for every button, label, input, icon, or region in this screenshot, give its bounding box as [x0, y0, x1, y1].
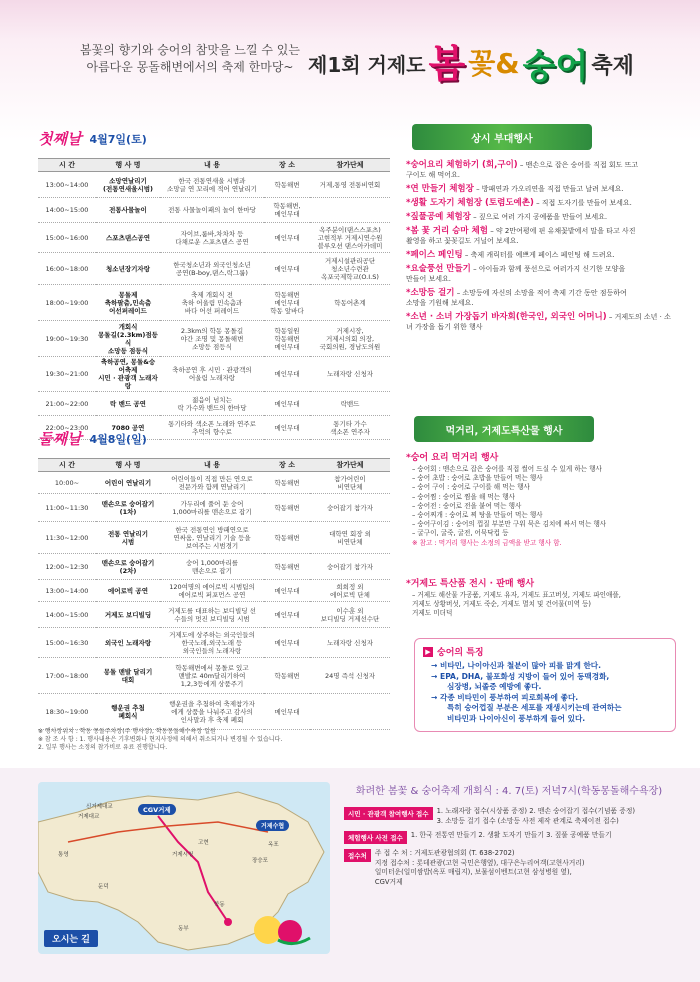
table-row — [38, 694, 390, 730]
event-title: *소망등 걸기 — [406, 288, 455, 298]
table-cell: 15:00~16:00 — [38, 223, 96, 253]
table-cell — [310, 198, 390, 223]
event-desc: – 방패연과 가오리연을 직접 만들고 날려 보세요. — [473, 185, 624, 193]
table-cell: 노래자랑 신청자 — [310, 628, 390, 658]
table-row — [38, 172, 390, 198]
event-item — [406, 288, 676, 308]
info-tag-reception: 접수처 — [344, 849, 371, 862]
event-title: *봄 꽃 거리 승마 체험 — [406, 226, 488, 236]
specialty-items — [406, 591, 676, 619]
table-cell: 어린이들이 직접 만든 연으로 전문가와 함께 연날리기 — [160, 472, 264, 494]
table-cell: 거제시설관리공단 청소년수련관 옥포국제학교(O.I.S) — [310, 253, 390, 285]
table-cell: 전통사물놀이 — [96, 198, 160, 223]
map-label-9: 옥포 — [268, 842, 279, 848]
table-row — [38, 602, 390, 628]
table-cell: 숭어잡기 참가자 — [310, 554, 390, 580]
table-cell: 학동해변 — [264, 554, 310, 580]
table-cell: 몽돌 맨발 달리기 대회 — [96, 658, 160, 694]
table-cell: 축제 개회식 전 축하 어울림 민속춤과 바다 어선 퍼레이드 — [160, 285, 264, 321]
specialty-section — [406, 576, 676, 619]
list-item: – 숭어찌개 : 숭어로 찌 탕을 만들어 먹는 행사 — [412, 511, 543, 520]
food-title: *숭어 요리 먹거리 행사 — [406, 453, 499, 463]
info-row-experience — [344, 831, 674, 844]
table-cell: 학동해변 — [264, 658, 310, 694]
title-part-spring: 봄 — [428, 42, 466, 86]
tagline-line-2: 아름다운 몽돌해변에서의 축제 한마당~ — [86, 60, 294, 74]
feature-line: 비타민과 나이아신이 풍부하게 들어 있다. — [447, 713, 586, 723]
map-label-5: 거제시청 — [172, 852, 194, 858]
day1-schedule-table — [38, 158, 390, 440]
event-desc: – 약 2만여평에 핀 유채꽃밭에서 말을 타고 사진 촬영을 하고 꽃꽂길도 거닐어 보세요. — [406, 227, 636, 245]
info-row-reception — [344, 849, 674, 887]
table-cell: 통기타 가수 색소폰 연주자 — [310, 416, 390, 440]
schedule-notes: ※ 행사장위치 : 학동 몽돌주차장(주 행사장), 학동몽돌해수욕장 일원 ※ 참 조 사 항 : 1. 행사내용은 기후변화나 현지사정에 의해서 취소되거나 변경될 수 있습니다. 2. 일부 행사는 소정의 참가비로 유료 진행합니다. — [38, 728, 283, 751]
info-tag-experience: 체험행사 사전 접수 — [344, 831, 407, 844]
event-desc: – 짚으로 여러 가지 공예품을 만들어 보세요. — [470, 213, 608, 221]
day1-col-header: 행 사 명 — [96, 159, 160, 172]
list-item: – 숭어회 : 맨손으로 잡은 숭어를 직접 썰어 드실 수 있게 하는 행사 — [412, 465, 602, 473]
table-row — [38, 392, 390, 416]
festival-logo-graphic — [248, 910, 318, 950]
table-cell: 축하공연 후 시민 · 관광객의 어울림 노래자랑 — [160, 357, 264, 392]
title-part-prefix: 제1회 거제도 — [308, 53, 426, 77]
table-cell: 참가어린이 비연단체 — [310, 472, 390, 494]
event-desc: – 맨손으로 잡은 숭어를 직접 회도 뜨고 구이도 해 먹어요. — [406, 161, 639, 179]
specialty-title: *거제도 특산품 전시 · 판매 행사 — [406, 579, 535, 589]
table-cell: 120여명의 에어로빅 시범팀의 에어로빅 퍼포먼스 공연 — [160, 580, 264, 602]
day1-col-header: 장 소 — [264, 159, 310, 172]
table-row — [38, 357, 390, 392]
table-cell: 락 밴드 공연 — [96, 392, 160, 416]
table-cell: 18:00~19:00 — [38, 285, 96, 321]
event-title: *짚풀공예 체험장 — [406, 212, 471, 222]
table-cell: 10:00~ — [38, 472, 96, 494]
day2-date: 4월8일(일) — [89, 432, 147, 446]
table-cell — [310, 694, 390, 730]
table-cell: 메인무대 — [264, 357, 310, 392]
list-item: – 숭어 구이 : 숭어로 구이를 해 먹는 행사 — [412, 483, 530, 492]
table-cell: 15:00~16:30 — [38, 628, 96, 658]
info-text-reception: 주 접 수 처 : 거제도관광협의회 (T. 638-2702) 지정 접수처 : 롯데관광(고현 국민은행옆), 대구은누리여객(고현사거리) 일미터운(일미쌈밥(옥포 매립지), 보물섬이벤트(고현 삼성병원 옆), CGV거제 — [374, 849, 585, 886]
table-cell: 학동해변 — [264, 494, 310, 522]
title-part-mullet: 숭어 — [522, 47, 589, 87]
table-row — [38, 628, 390, 658]
table-cell: 이수훈 외 보디빌딩 거제선수단 — [310, 602, 390, 628]
table-cell: 학동해변 — [264, 522, 310, 554]
table-cell: 7080 공연 — [96, 416, 160, 440]
tagline — [60, 42, 320, 76]
events-ribbon: 상시 부대행사 — [412, 124, 592, 150]
table-cell: 메인무대 — [264, 253, 310, 285]
event-title: *소년 · 소녀 가장돕기 바자회(한국인, 외국인 어머니) — [406, 312, 607, 322]
table-row — [38, 321, 390, 357]
event-desc: – 거제도의 소년 · 소녀 가장을 돕기 위한 행사 — [406, 313, 671, 331]
feature-lines — [423, 661, 667, 724]
table-cell: 11:30~12:00 — [38, 522, 96, 554]
table-cell: 행운권을 추첨하여 축제참가자 에게 상품을 나눠주고 감사의 인사말과 후 축제 폐회 — [160, 694, 264, 730]
table-cell: 전통 연날리기 시범 — [96, 522, 160, 554]
events-list — [406, 160, 676, 336]
table-row — [38, 580, 390, 602]
festival-title — [308, 28, 634, 88]
event-item — [406, 160, 676, 180]
directions-map — [38, 782, 330, 954]
day1-date: 4월7일(토) — [89, 132, 147, 146]
food-warning: ※ 참고 : 먹거리 행사는 소정의 금액을 받고 행사 함. — [412, 538, 562, 547]
list-item: 거제도 상황버섯, 거제도 죽순, 거제도 멸치 및 건어물(미역 등) — [412, 600, 591, 609]
event-item — [406, 212, 676, 222]
table-cell: 락밴드 — [310, 392, 390, 416]
info-tag-participation: 시민 · 관광객 참여행사 접수 — [344, 807, 433, 820]
table-cell: 한국 전통연인 방패연으로 연싸움, 연날리기 기술 등을 보여주는 시범경기 — [160, 522, 264, 554]
title-part-festival: 축제 — [591, 54, 634, 79]
map-label-8: 동부 — [178, 926, 189, 932]
table-cell: 학동일원 학동해변 메인무대 — [264, 321, 310, 357]
feature-line: → EPA, DHA, 불포화성 지방이 들어 있어 동맥경화, — [431, 671, 610, 681]
event-item — [406, 184, 676, 194]
table-cell: 학동해변 — [264, 472, 310, 494]
event-title: *요술풍선 만들기 — [406, 264, 471, 274]
event-desc: – 소망등에 자신의 소망을 적어 축제 기간 동안 점등하여 소망을 기원해 보세요. — [406, 289, 627, 307]
table-cell: 스포츠댄스공연 — [96, 223, 160, 253]
day2-col-header: 장 소 — [264, 459, 310, 472]
table-cell: 옥주분이(댄스스포츠) 고현적부 거제시연수원 블루오션 댄스아카데미 — [310, 223, 390, 253]
feature-title-row — [423, 645, 667, 658]
table-cell: 13:00~14:00 — [38, 580, 96, 602]
table-row — [38, 198, 390, 223]
table-cell: 행운권 추첨 폐회식 — [96, 694, 160, 730]
table-cell: 14:00~15:00 — [38, 602, 96, 628]
food-section — [406, 450, 676, 548]
map-label-2: 통영 — [58, 852, 69, 858]
info-row-participation — [344, 807, 674, 826]
event-title: *페이스 페인팅 — [406, 250, 463, 260]
list-item: – 거제도 해산물 가공품, 거제도 유자, 거제도 표고버섯, 거제도 파인애플, — [412, 591, 621, 599]
list-item: – 숭어구이김 : 숭어의 껍질 부분만 구워 묵은 김치에 싸서 먹는 행사 — [412, 520, 607, 529]
table-cell: 12:00~12:30 — [38, 554, 96, 580]
table-cell: 학동해변, 메인무대 — [264, 198, 310, 223]
day2-col-header: 참가단체 — [310, 459, 390, 472]
table-cell: 학동어촌계 — [310, 285, 390, 321]
table-cell: 거제시장, 거제시의회 의장, 국회의원, 경남도의원 — [310, 321, 390, 357]
list-item: – 숭어 초밥 : 숭어로 초밥을 만들어 먹는 행사 — [412, 474, 543, 483]
map-label-3: 둔덕 — [98, 884, 109, 890]
event-title: *숭어요리 체험하기 (회,구이) — [406, 160, 518, 170]
map-cgv-badge: CGV거제 — [138, 804, 176, 815]
feature-line: 심장병, 뇌졸증 예방에 좋다. — [447, 682, 542, 691]
opening-headline: 화려한 봄꽃 & 숭어축제 개회식 : 4. 7(토) 저녁7시(학동몽돌해수욕장) — [355, 786, 663, 797]
table-cell: 14:00~15:00 — [38, 198, 96, 223]
map-label-1: 거제대교 — [78, 814, 100, 820]
day1-header-row — [38, 159, 390, 172]
day1-body — [38, 172, 390, 440]
feature-line: → 비타민, 나이아신과 철분이 많아 피를 맑게 한다. — [431, 661, 602, 670]
day2-header — [38, 428, 147, 449]
event-desc: – 아이들과 함께 풍선으로 여러가지 신기한 모양을 만들어 보세요. — [406, 265, 626, 283]
table-cell: 대학연 회장 외 비연단체 — [310, 522, 390, 554]
table-row — [38, 494, 390, 522]
table-cell: 거제,통영 전통비연회 — [310, 172, 390, 198]
day2-col-header: 시 간 — [38, 459, 96, 472]
day1-col-header: 내 용 — [160, 159, 264, 172]
day1-header — [38, 128, 147, 149]
map-label-0: 신거제대교 — [86, 804, 113, 810]
table-cell: 거제도에 상주하는 외국인들의 한국노래,외국노래 등 외국인들의 노래자랑 — [160, 628, 264, 658]
map-suhyup-badge: 거제수협 — [256, 820, 289, 831]
table-cell: 몽돌제 축하팔춤,민속춤 어선퍼레이드 — [96, 285, 160, 321]
directions-label: 오시는 길 — [44, 930, 98, 947]
feature-line: 특히 숭어껍질 부분은 세포를 재생시키는데 관여하는 — [447, 703, 622, 712]
table-cell: 메인무대 — [264, 416, 310, 440]
table-cell: 19:00~19:30 — [38, 321, 96, 357]
feature-line: → 각종 비타민이 풍부하여 피로회복에 좋다. — [431, 692, 579, 702]
table-cell: 맨손으로 숭어잡기 (2차) — [96, 554, 160, 580]
table-cell: 한국 전통연새울 시범과 소망글 연 꼬리에 적어 연날리기 — [160, 172, 264, 198]
table-cell: 18:30~19:00 — [38, 694, 96, 730]
table-row — [38, 522, 390, 554]
event-item — [406, 198, 676, 208]
day2-body — [38, 472, 390, 730]
day2-col-header: 내 용 — [160, 459, 264, 472]
table-cell: 청소년장기자랑 — [96, 253, 160, 285]
day1-name: 첫째날 — [38, 130, 82, 148]
info-text-participation: 1. 노래자랑 접수(시상품 증정) 2. 맨손 숭어잡기 접수(기념품 증정) 3. 소망등 걸기 접수 (소망등 사전 제작 관계로 축제이전 접수) — [436, 807, 636, 825]
day2-name: 둘째날 — [38, 430, 82, 448]
table-cell: 희희정 외 에어로빅 단체 — [310, 580, 390, 602]
day2-header-row — [38, 459, 390, 472]
table-row — [38, 658, 390, 694]
table-cell: 메인무대 — [264, 223, 310, 253]
table-cell: 19:30~21:00 — [38, 357, 96, 392]
table-cell: 학동해변에서 몽돌로 있고 맨발로 40m달리기하여 1,2,3등에게 상품주기 — [160, 658, 264, 694]
table-row — [38, 223, 390, 253]
table-cell: 메인무대 — [264, 694, 310, 730]
table-cell: 소망연날리기 (전통연새울시범) — [96, 172, 160, 198]
event-item — [406, 226, 676, 246]
table-cell: 개회식 몽돌길(2.3km)점등식 소망등 점등식 — [96, 321, 160, 357]
table-cell: 22:00~23:00 — [38, 416, 96, 440]
table-cell: 젊음이 넘치는 락 가수와 밴드의 한마당 — [160, 392, 264, 416]
table-cell: 맨손으로 숭어잡기 (1차) — [96, 494, 160, 522]
event-item — [406, 250, 676, 260]
table-cell: 메인무대 — [264, 628, 310, 658]
table-row — [38, 554, 390, 580]
market-ribbon: 먹거리, 거제도특산물 행사 — [414, 416, 594, 442]
table-cell: 전통 사물놀이패의 놀이 한마당 — [160, 198, 264, 223]
event-item — [406, 264, 676, 284]
table-row — [38, 285, 390, 321]
event-desc: – 축제 캐릭터를 예쁘게 페이스 페인팅 해 드려요. — [462, 251, 615, 259]
table-cell: 거제도 보디빌딩 — [96, 602, 160, 628]
list-item: – 숭어찜 : 숭어로 찜을 해 먹는 행사 — [412, 492, 515, 501]
table-cell: 노래자랑 신청자 — [310, 357, 390, 392]
table-cell: 거제도를 대표하는 보디빌딩 선 수들의 멋진 보디빌딩 시범 — [160, 602, 264, 628]
event-item — [406, 312, 676, 332]
table-cell: 숭어잡기 참가자 — [310, 494, 390, 522]
event-desc: – 직접 도자기를 만들어 보세요. — [533, 199, 632, 207]
day2-schedule-table — [38, 458, 390, 730]
map-label-6: 장승포 — [252, 858, 268, 864]
table-row — [38, 253, 390, 285]
tagline-line-1: 봄꽃의 향기와 숭어의 참맛을 느낄 수 있는 — [80, 43, 300, 57]
feature-title: 숭어의 특징 — [437, 648, 484, 658]
table-cell: 어린이 연날리기 — [96, 472, 160, 494]
day1-col-header: 시 간 — [38, 159, 96, 172]
table-cell: 메인무대 — [264, 392, 310, 416]
table-cell: 숭어 1,000마리를 맨손으로 잡기 — [160, 554, 264, 580]
table-cell: 학동해변 — [264, 172, 310, 198]
table-cell: 메인무대 — [264, 602, 310, 628]
table-cell: 17:00~18:00 — [38, 658, 96, 694]
map-label-4: 고현 — [198, 840, 209, 846]
table-cell: 메인무대 — [264, 580, 310, 602]
info-panel — [344, 782, 674, 892]
list-item: – 굴구이, 굴죽, 굴전, 어묵닥컵 등 — [412, 529, 509, 538]
square-bullet-icon: ▶ — [423, 647, 433, 657]
table-cell: 16:00~18:00 — [38, 253, 96, 285]
info-text-experience: 1. 한국 전통연 만들기 2. 생활 도자기 만들기 3. 짚풀 공예품 만들기 — [410, 831, 612, 839]
list-item: 거제도 미더덕 — [412, 609, 453, 618]
table-cell: 21:00~22:00 — [38, 392, 96, 416]
map-label-7: 학동 — [214, 902, 225, 908]
table-cell: 자이브,룸바,차차차 등 다채로운 스포츠댄스 공연 — [160, 223, 264, 253]
title-part-flower: 꽃& — [468, 47, 520, 80]
table-cell: 2.3km의 학동 몽돌길 야간 조명 및 몽돌해변 소망등 점등식 — [160, 321, 264, 357]
table-cell: 에어로빅 공연 — [96, 580, 160, 602]
day1-col-header: 참가단체 — [310, 159, 390, 172]
table-cell: 가두리에 풀어 둔 숭어 1,000마리를 맨손으로 잡기 — [160, 494, 264, 522]
event-title: *연 만들기 체험장 — [406, 184, 474, 194]
table-cell: 11:00~11:30 — [38, 494, 96, 522]
table-cell: 학동해변 메인무대 학동 앞바다 — [264, 285, 310, 321]
table-cell: 축하공연, 몽돌&숭어축제 시민 · 관광객 노래자랑 — [96, 357, 160, 392]
day2-col-header: 행 사 명 — [96, 459, 160, 472]
mullet-feature-box — [414, 638, 676, 732]
table-cell: 통기타와 색소폰 노래와 연주로 추억의 향수로 — [160, 416, 264, 440]
table-row — [38, 472, 390, 494]
food-items — [406, 465, 676, 539]
event-title: *생활 도자기 체험장 (토렴도예촌) — [406, 198, 534, 208]
list-item: – 숭어전 : 숭어로 전을 붙여 먹는 행사 — [412, 501, 522, 510]
table-cell: 한국청소년과 외국인청소년 공연(B-boy,댄스,락그룹) — [160, 253, 264, 285]
table-cell: 24명 즉석 신청자 — [310, 658, 390, 694]
table-cell: 외국인 노래자랑 — [96, 628, 160, 658]
table-cell: 13:00~14:00 — [38, 172, 96, 198]
